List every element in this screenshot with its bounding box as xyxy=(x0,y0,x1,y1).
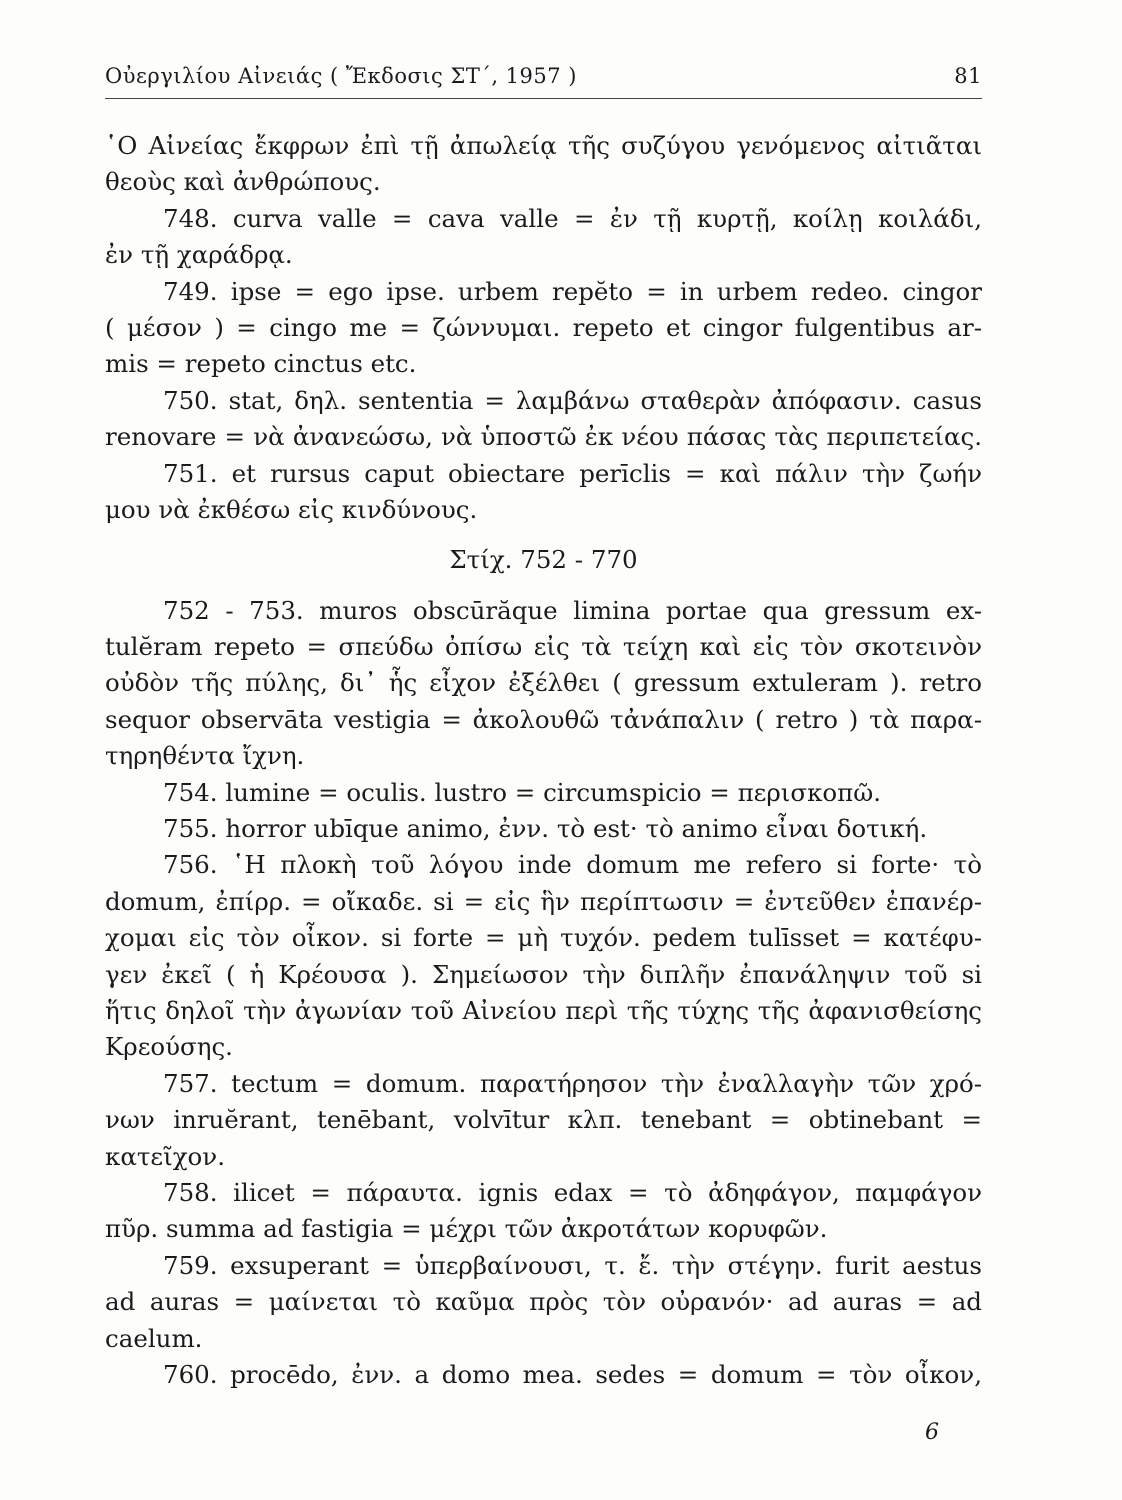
note-line: 758. ilicet = πάραυτα. ignis edax = τὸ ἀδηφάγον, παμφάγον xyxy=(163,1177,982,1207)
text-line: οὐδὸν τῆς πύλης, δι᾽ ἧς εἶχον ἐξέλθει ( gressum extuleram ). retro xyxy=(105,668,982,698)
text-line: renovare = νὰ ἀνανεώσω, νὰ ὑποστῶ ἐκ νέου πάσας τὰς περιπετείας. xyxy=(105,422,982,452)
text-line: domum, ἐπίρρ. = οἴκαδε. si = εἰς ἣν περίπτωσιν = ἐντεῦθεν ἐπανέρ- xyxy=(105,886,982,916)
header-rule xyxy=(105,98,982,99)
text-line: Κρεούσης. xyxy=(105,1032,233,1062)
note-line: 756. ῾Η πλοκὴ τοῦ λόγου inde domum me refero si forte· τὸ xyxy=(163,850,982,880)
text-line: μου νὰ ἐκθέσω εἰς κινδύνους. xyxy=(105,494,478,524)
text-line: πῦρ. summa ad fastigia = μέχρι τῶν ἀκροτάτων κορυφῶν. xyxy=(105,1214,828,1244)
note-line: 757. tectum = domum. παρατήρησον τὴν ἐναλλαγὴν τῶν χρό- xyxy=(163,1068,982,1098)
text-line: νων inruĕrant, tenēbant, volvītur κλπ. tenebant = obtinebant = xyxy=(105,1105,982,1135)
note-line: 755. horror ubīque animo, ἐνν. τὸ est· τὸ animo εἶναι δοτική. xyxy=(163,814,928,844)
commentary-text xyxy=(105,128,982,1393)
text-line: ῾Ο Αἰνείας ἔκφρων ἐπὶ τῇ ἀπωλείᾳ τῆς συζύγου γενόμενος αἰτιᾶται xyxy=(105,131,982,160)
note-line: 754. lumine = oculis. lustro = circumspicio = περισκοπῶ. xyxy=(163,777,882,807)
text-line: ad auras = μαίνεται τὸ καῦμα πρὸς τὸν οὐρανόν· ad auras = ad xyxy=(105,1287,982,1317)
note-line: 750. stat, δηλ. sententia = λαμβάνω σταθερὰν ἀπόφασιν. casus xyxy=(163,385,982,415)
text-line: ἥτις δηλοῖ τὴν ἀγωνίαν τοῦ Αἰνείου περὶ τῆς τύχης τῆς ἀφανισθείσης xyxy=(105,995,982,1025)
note-line: 760. procēdo, ἐνν. a domo mea. sedes = domum = τὸν οἶκον, xyxy=(163,1359,982,1389)
signature-mark: 6 xyxy=(925,1420,939,1445)
text-line: χομαι εἰς τὸν οἶκον. si forte = μὴ τυχόν. pedem tulīsset = κατέφυ- xyxy=(105,923,982,953)
text-line: caelum. xyxy=(105,1323,203,1353)
section-heading: Στίχ. 752 - 770 xyxy=(449,545,638,575)
text-line: ( μέσον ) = cingo me = ζώννυμαι. repeto et cingor fulgentibus ar- xyxy=(105,312,982,342)
page-header xyxy=(105,60,982,96)
note-line: 752 - 753. muros obscūrăque limina portae qua gressum ex- xyxy=(163,595,982,625)
note-line: 751. et rursus caput obiectare perīclis = καὶ πάλιν τὴν ζωήν xyxy=(163,458,982,488)
text-line: κατεῖχον. xyxy=(105,1141,225,1171)
text-line: mis = repeto cinctus etc. xyxy=(105,349,417,379)
note-line: 759. exsuperant = ὑπερβαίνουσι, τ. ἔ. τὴν στέγην. furit aestus xyxy=(163,1250,982,1280)
text-line: θεοὺς καὶ ἀνθρώπους. xyxy=(105,167,381,197)
text-line: tulĕram repeto = σπεύδω ὀπίσω εἰς τὰ τείχη καὶ εἰς τὸν σκοτεινὸν xyxy=(105,632,982,662)
text-line: τηρηθέντα ἴχνη. xyxy=(105,741,305,771)
text-line: ἐν τῇ χαράδρᾳ. xyxy=(105,240,293,270)
note-line: 749. ipse = ego ipse. urbem repĕto = in urbem redeo. cingor xyxy=(163,276,982,306)
page-number: 81 xyxy=(954,64,982,88)
text-line: sequor observāta vestigia = ἀκολουθῶ τἀνάπαλιν ( retro ) τὰ παρα- xyxy=(105,704,982,734)
text-line: γεν ἐκεῖ ( ἡ Κρέουσα ). Σημείωσον τὴν διπλῆν ἐπανάληψιν τοῦ si xyxy=(105,959,982,989)
running-title: Οὐεργιλίου Αἰνειάς ( Ἔκδοσις ΣΤ΄, 1957 ) xyxy=(105,64,577,88)
note-line: 748. curva valle = cava valle = ἐν τῇ κυρτῇ, κοίλῃ κοιλάδι, xyxy=(163,203,982,233)
